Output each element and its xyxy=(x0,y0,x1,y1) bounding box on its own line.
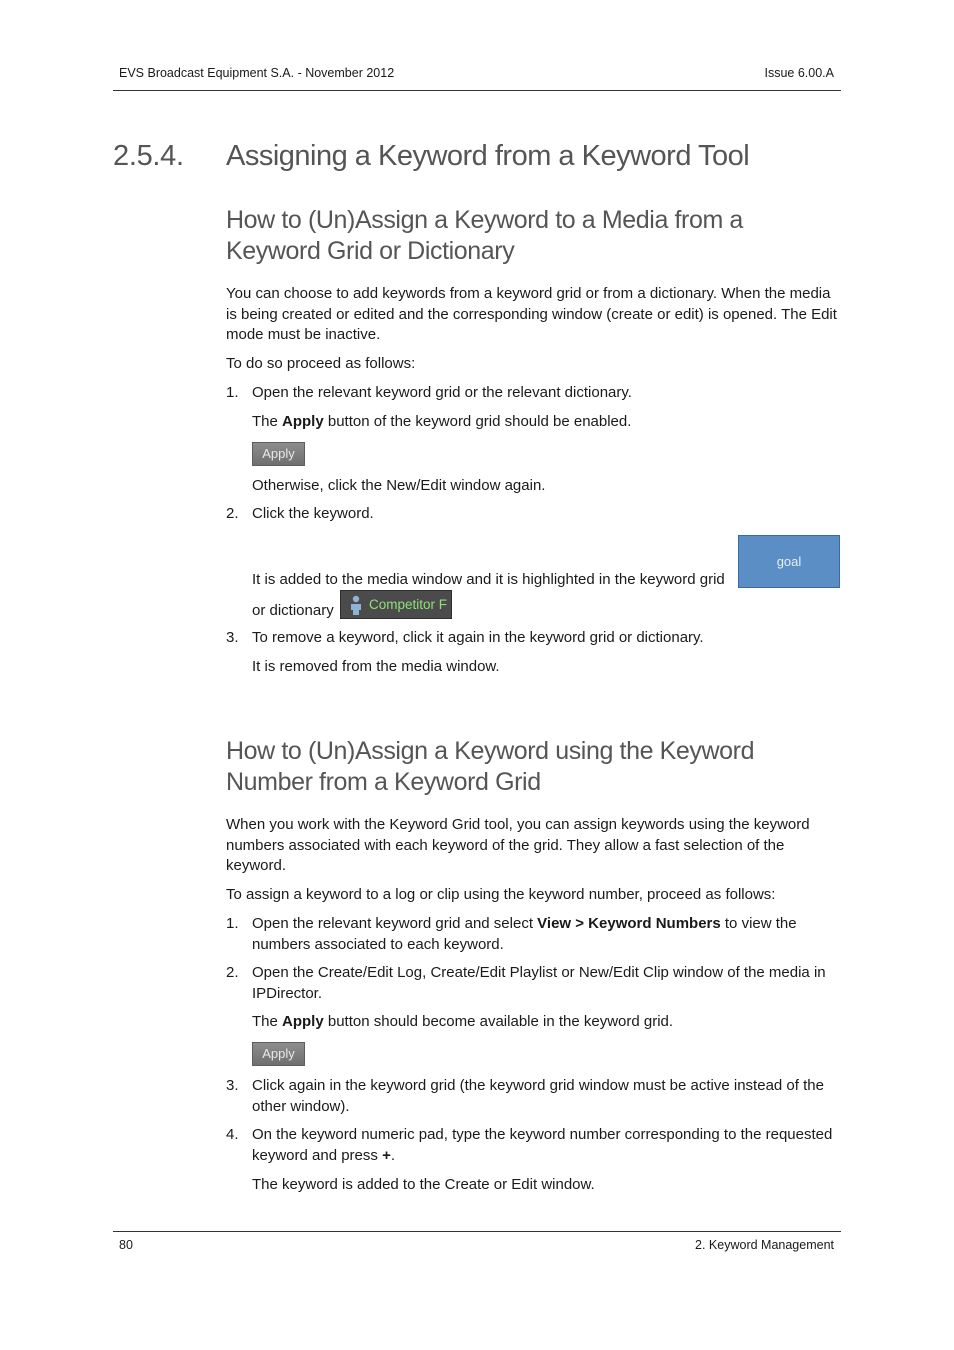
part1-heading-line1: How to (Un)Assign a Keyword to a Media from a xyxy=(226,206,743,234)
part1-step3-note: It is removed from the media window. xyxy=(252,658,500,675)
section-title: Assigning a Keyword from a Keyword Tool xyxy=(226,140,750,172)
part2-step2-number: 2. xyxy=(226,964,239,981)
part2-step4-text xyxy=(252,1125,842,1166)
part2-step3-text: Click again in the keyword grid (the keyword grid window must be active instead of the other window). xyxy=(252,1077,824,1115)
part2-step4-pre: On the keyword numeric pad, type the keyword number corresponding to the requested keyword and press xyxy=(252,1126,833,1164)
part2-heading xyxy=(226,736,826,798)
part1-heading-line2: Keyword Grid or Dictionary xyxy=(226,237,515,265)
part2-step2-note xyxy=(252,1012,842,1033)
header-company-date: EVS Broadcast Equipment S.A. - November 2012 xyxy=(119,66,395,80)
part2-step3-number: 3. xyxy=(226,1077,239,1094)
part1-proceed: To do so proceed as follows: xyxy=(226,355,416,372)
header-divider xyxy=(113,90,841,91)
part1-step1-otherwise: Otherwise, click the New/Edit window again. xyxy=(252,477,546,494)
footer-chapter: 2. Keyword Management xyxy=(695,1238,834,1252)
part1-step1-note-pre: The xyxy=(252,413,283,430)
part2-intro: When you work with the Keyword Grid tool, you can assign keywords using the keyword numbers associated with each keyword of the grid. They allow a fast selection of the keyword. xyxy=(226,816,810,874)
competitor-keyword-button-image xyxy=(340,590,452,619)
part1-step2-or: or dictionary xyxy=(252,602,334,619)
part2-proceed: To assign a keyword to a log or clip using the keyword number, proceed as follows: xyxy=(226,886,776,903)
part2-step1-pre: Open the relevant keyword grid and select xyxy=(252,915,538,932)
header-issue: Issue 6.00.A xyxy=(764,66,834,80)
part1-step3-text: To remove a keyword, click it again in the keyword grid or dictionary. xyxy=(252,629,704,646)
part1-step2-number: 2. xyxy=(226,505,239,522)
part1-intro: You can choose to add keywords from a keyword grid or from a dictionary. When the media is being created or edited and the corresponding window (create or edit) is opened. The Edit mode must be inactive. xyxy=(226,285,837,343)
part2-step4-note: The keyword is added to the Create or Edit window. xyxy=(252,1176,595,1193)
part1-step1-note-post: button of the keyword grid should be enabled. xyxy=(323,413,632,430)
goal-keyword-button-image: goal xyxy=(738,535,840,588)
part2-heading-line1: How to (Un)Assign a Keyword using the Keyword xyxy=(226,737,755,765)
part1-heading xyxy=(226,205,826,267)
part2-step4-post: . xyxy=(390,1146,396,1164)
apply-button-image-2: Apply xyxy=(252,1042,305,1066)
competitor-label: Competitor F xyxy=(369,597,448,612)
part1-step2-text: Click the keyword. xyxy=(252,505,374,522)
part1-step2-note: It is added to the media window and it is highlighted in the keyword grid xyxy=(252,571,725,588)
part2-heading-line2: Number from a Keyword Grid xyxy=(226,768,541,796)
part2-step4-bold: + xyxy=(382,1146,391,1164)
part2-step1-bold: View > Keyword Numbers xyxy=(537,915,721,932)
part1-step1-note-bold: Apply xyxy=(282,413,324,430)
part1-step1-note xyxy=(252,412,842,433)
footer-page-number: 80 xyxy=(119,1238,133,1252)
person-icon xyxy=(348,595,364,615)
part2-step2-note-bold: Apply xyxy=(282,1013,324,1030)
part1-step1-text: Open the relevant keyword grid or the relevant dictionary. xyxy=(252,384,632,401)
part2-step2-note-post: button should become available in the keyword grid. xyxy=(323,1013,674,1030)
part2-step1-post: to view the numbers associated to each keyword. xyxy=(252,915,797,953)
part2-step4-number: 4. xyxy=(226,1126,239,1143)
part2-step2-note-pre: The xyxy=(252,1013,283,1030)
part2-step1-text xyxy=(252,914,842,955)
part1-step3-number: 3. xyxy=(226,629,239,646)
section-number: 2.5.4. xyxy=(113,140,184,172)
apply-button-image-1: Apply xyxy=(252,442,305,466)
footer-divider xyxy=(113,1231,841,1232)
part2-step2-text: Open the Create/Edit Log, Create/Edit Playlist or New/Edit Clip window of the media in IPDirector. xyxy=(252,964,826,1002)
part1-step1-number: 1. xyxy=(226,384,239,401)
part2-step1-number: 1. xyxy=(226,915,239,932)
